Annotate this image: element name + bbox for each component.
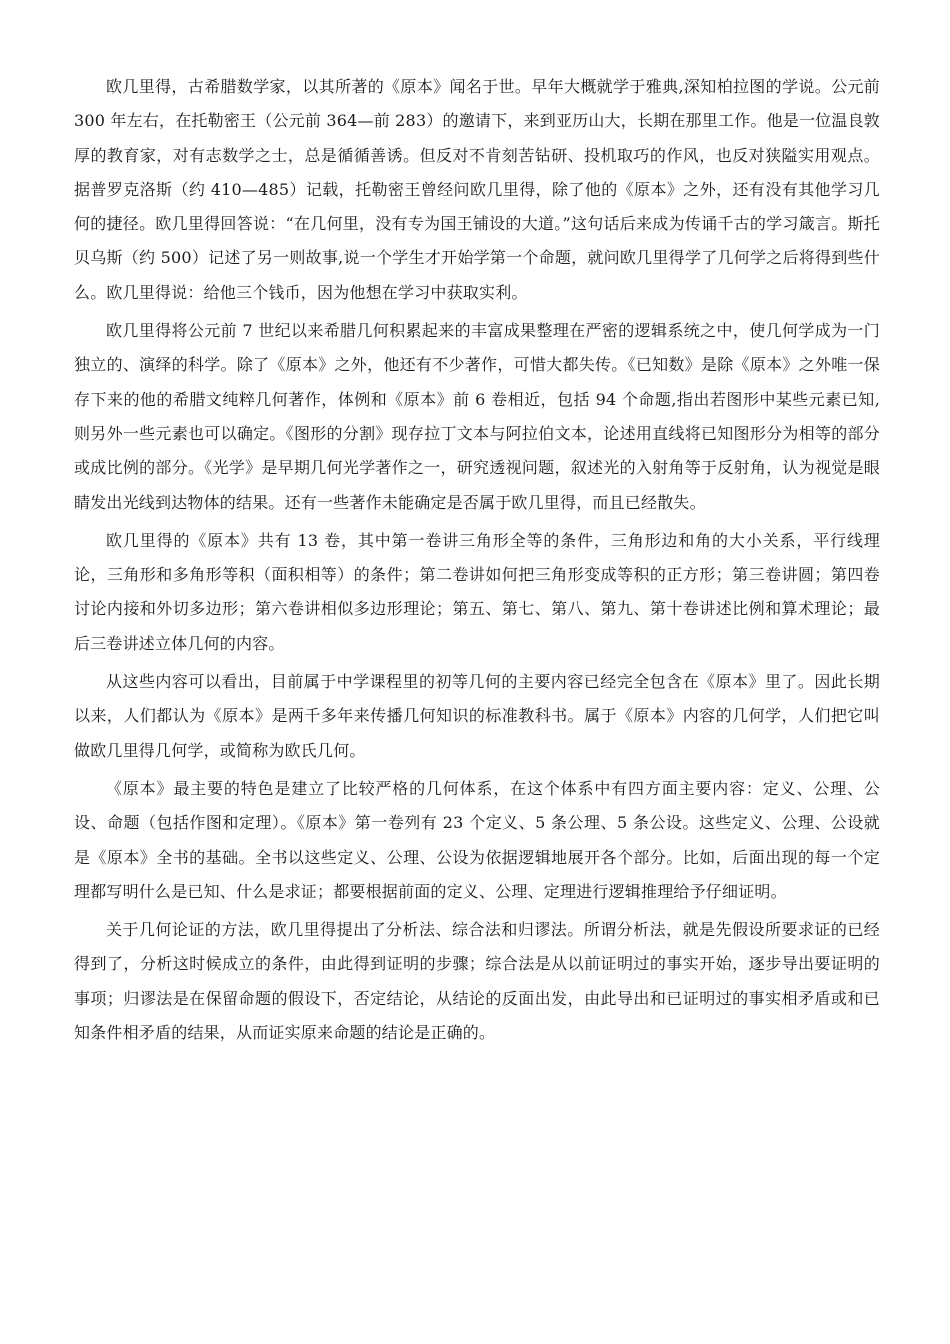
paragraph-1: 欧几里得，古希腊数学家，以其所著的《原本》闻名于世。早年大概就学于雅典,深知柏拉图的学说。公元前 300 年左右，在托勒密王（公元前 364—前 283）的邀请下，来到亚历山大，长期在那里工作。他是一位温良敦厚的教育家，对有志数学之士，总是循循善诱。但反对不肯刻苦钻研、投机取巧的作风，也反对狭隘实用观点。据普罗克洛斯（约 410—485）记载，托勒密王曾经问欧几里得，除了他的《原本》之外，还有没有其他学习几何的捷径。欧几里得回答说：“在几何里，没有专为国王铺设的大道。”这句话后来成为传诵千古的学习箴言。斯托贝乌斯（约 500）记述了另一则故事,说一个学生才开始学第一个命题，就问欧几里得学了几何学之后将得到些什么。欧几里得说：给他三个钱币，因为他想在学习中获取实利。 [74,77,880,302]
paragraph-6: 关于几何论证的方法，欧几里得提出了分析法、综合法和归谬法。所谓分析法，就是先假设所要求证的已经得到了，分析这时候成立的条件，由此得到证明的步骤；综合法是从以前证明过的事实开始，逐步导出要证明的事项；归谬法是在保留命题的假设下，否定结论，从结论的反面出发，由此导出和已证明过的事实相矛盾或和已知条件相矛盾的结果，从而证实原来命题的结论是正确的。 [74,920,880,1043]
paragraph-3: 欧几里得的《原本》共有 13 卷，其中第一卷讲三角形全等的条件，三角形边和角的大小关系，平行线理论，三角形和多角形等积（面积相等）的条件；第二卷讲如何把三角形变成等积的正方形；第三卷讲圆；第四卷讨论内接和外切多边形；第六卷讲相似多边形理论；第五、第七、第八、第九、第十卷讲述比例和算术理论；最后三卷讲述立体几何的内容。 [74,530,880,653]
paragraph-5: 《原本》最主要的特色是建立了比较严格的几何体系，在这个体系中有四方面主要内容：定义、公理、公设、命题（包括作图和定理）。《原本》第一卷列有 23 个定义、5 条公理、5 条公设。这些定义、公理、公设就是《原本》全书的基础。全书以这些定义、公理、公设为依据逻辑地展开各个部分。比如，后面出现的每一个定理都写明什么是已知、什么是求证；都要根据前面的定义、公理、定理进行逻辑推理给予仔细证明。 [74,778,880,901]
paragraph-4: 从这些内容可以看出，目前属于中学课程里的初等几何的主要内容已经完全包含在《原本》里了。因此长期以来，人们都认为《原本》是两千多年来传播几何知识的标准教科书。属于《原本》内容的几何学，人们把它叫做欧几里得几何学，或简称为欧氏几何。 [74,672,880,760]
paragraph-2: 欧几里得将公元前 7 世纪以来希腊几何积累起来的丰富成果整理在严密的逻辑系统之中，使几何学成为一门独立的、演绎的科学。除了《原本》之外，他还有不少著作，可惜大都失传。《已知数》是除《原本》之外唯一保存下来的他的希腊文纯粹几何著作，体例和《原本》前 6 卷相近，包括 94 个命题,指出若图形中某些元素已知,则另外一些元素也可以确定。《图形的分割》现存拉丁文本与阿拉伯文本，论述用直线将已知图形分为相等的部分或成比例的部分。《光学》是早期几何光学著作之一，研究透视问题，叙述光的入射角等于反射角，认为视觉是眼睛发出光线到达物体的结果。还有一些著作未能确定是否属于欧几里得，而且已经散失。 [74,321,880,512]
document-body [74,70,880,1054]
